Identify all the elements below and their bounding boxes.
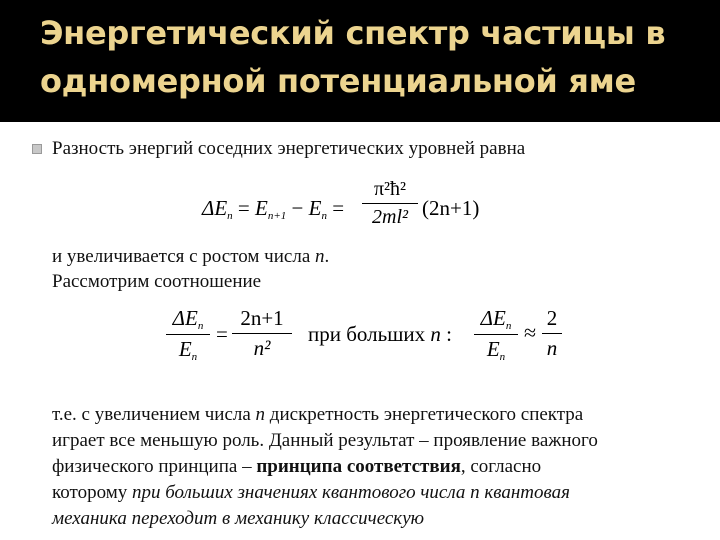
para-line-1: т.е. с увеличением числа n дискретность энергетического спектра (52, 404, 584, 425)
page-title-line-1: Энергетический спектр частицы в (40, 14, 666, 52)
para-line-4: которому при больших значениях квантового числа n квантовая (52, 482, 570, 503)
title-banner (0, 0, 720, 122)
formula1-fraction: π²ħ² 2ml² (362, 178, 418, 229)
intro-text: Разность энергий соседних энергетических уровней равна (52, 138, 526, 159)
consider-text: Рассмотрим соотношение (52, 271, 262, 292)
formula2-condition: при больших n : (308, 322, 452, 346)
formula1-factor: (2n+1) (422, 196, 480, 220)
para-line-3: физического принципа – принципа соответствия, согласно (52, 456, 542, 477)
page-title-line-2: одномерной потенциальной яме (40, 62, 636, 100)
bullet-square-icon (32, 144, 42, 154)
growth-text: и увеличивается с ростом числа n. (52, 246, 330, 267)
formula1-lhs: ΔE (202, 196, 228, 220)
para-line-5: механика переходит в механику классическую (52, 508, 425, 529)
para-line-2: играет все меньшую роль. Данный результат – проявление важного (52, 430, 598, 451)
